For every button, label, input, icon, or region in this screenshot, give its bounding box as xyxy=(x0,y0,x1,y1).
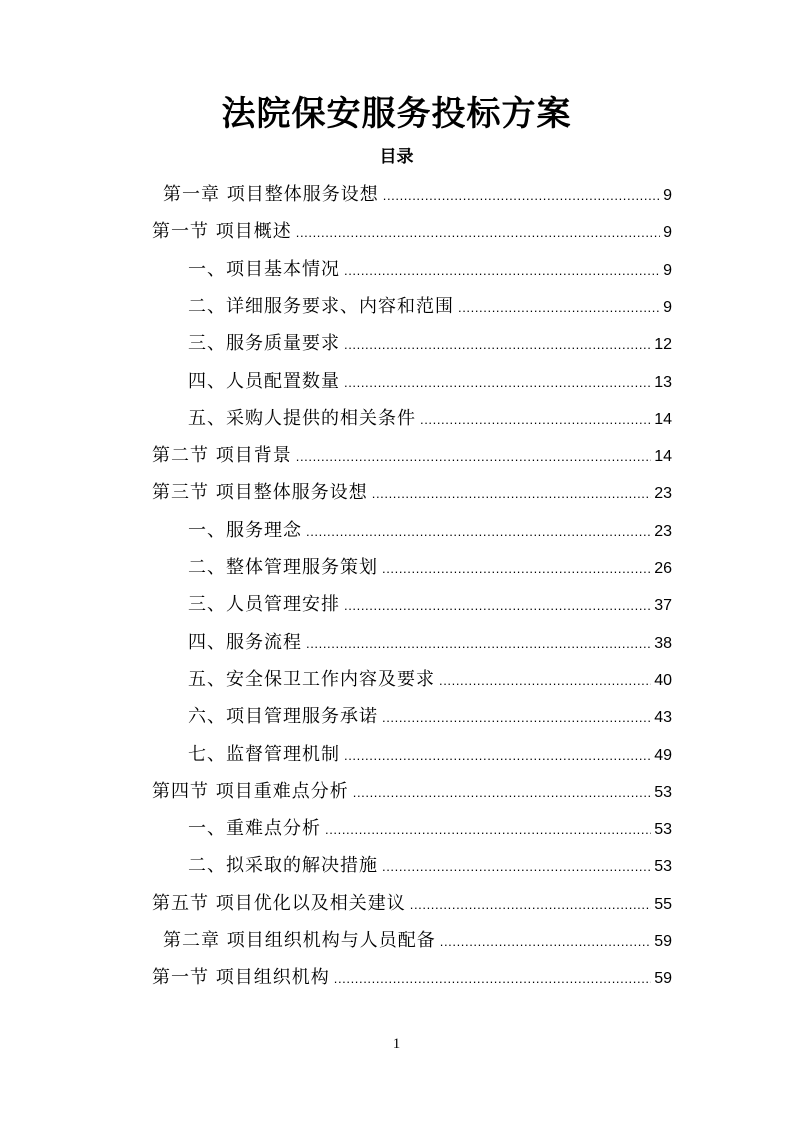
toc-dot-leader xyxy=(420,401,651,438)
toc-entry-page: 53 xyxy=(654,783,672,801)
toc-entry-title: 第一节 项目组织机构 xyxy=(152,967,330,989)
toc-entry-title: 二、详细服务要求、内容和范围 xyxy=(188,295,454,317)
toc-entry[interactable] xyxy=(152,959,672,996)
toc-entry[interactable] xyxy=(152,213,672,250)
toc-entry-title: 五、采购人提供的相关条件 xyxy=(188,407,416,429)
toc-entry-title: 第一章 项目整体服务设想 xyxy=(163,184,379,205)
toc-entry-page: 40 xyxy=(654,671,672,689)
toc-dot-leader xyxy=(410,886,651,923)
toc-dot-leader xyxy=(344,364,651,401)
toc-entry-page: 55 xyxy=(654,895,672,913)
toc-entry-page: 38 xyxy=(654,634,672,652)
toc-entry-title: 一、服务理念 xyxy=(188,519,302,541)
toc-entry[interactable] xyxy=(152,437,672,474)
toc-entry[interactable] xyxy=(188,847,672,884)
toc-entry[interactable] xyxy=(152,773,672,810)
page-number: 1 xyxy=(392,1036,401,1052)
toc-entry-title: 第二节 项目背景 xyxy=(152,445,292,467)
toc-entry-page: 49 xyxy=(654,746,672,764)
toc-entry[interactable] xyxy=(188,363,672,400)
toc-entry[interactable] xyxy=(188,586,672,623)
toc-entry-title: 第一节 项目概述 xyxy=(152,221,292,243)
toc-entry-page: 23 xyxy=(654,485,672,503)
toc-entry[interactable] xyxy=(163,176,672,213)
toc-dot-leader xyxy=(334,960,651,997)
toc-entry-page: 59 xyxy=(654,970,672,988)
toc-entry-page: 37 xyxy=(654,597,672,615)
toc-entry-page: 59 xyxy=(654,933,672,950)
toc-entry[interactable] xyxy=(188,661,672,698)
toc-entry[interactable] xyxy=(188,736,672,773)
toc-entry[interactable] xyxy=(188,400,672,437)
toc-entry-page: 53 xyxy=(654,858,672,876)
toc-entry[interactable] xyxy=(188,325,672,362)
toc-entry-title: 五、安全保卫工作内容及要求 xyxy=(188,668,435,690)
toc-entry-title: 四、服务流程 xyxy=(188,631,302,653)
toc-entry-title: 一、项目基本情况 xyxy=(188,258,340,280)
document-title: 法院保安服务投标方案 xyxy=(221,94,572,134)
toc-entry-page: 53 xyxy=(654,821,672,839)
toc-entry-title: 三、人员管理安排 xyxy=(188,594,340,616)
toc-entry[interactable] xyxy=(188,624,672,661)
toc-dot-leader xyxy=(344,326,651,363)
toc-dot-leader xyxy=(372,475,651,512)
toc-dot-leader xyxy=(353,774,651,811)
toc-dot-leader xyxy=(296,214,660,251)
toc-entry[interactable] xyxy=(152,885,672,922)
toc-heading: 目录 xyxy=(379,147,414,167)
toc-dot-leader xyxy=(325,811,651,848)
toc-entry[interactable] xyxy=(188,810,672,847)
toc-dot-leader xyxy=(382,550,651,587)
toc-entry[interactable] xyxy=(163,922,672,959)
toc-entry-page: 9 xyxy=(663,298,672,316)
toc-dot-leader xyxy=(440,923,651,960)
toc-entry-page: 9 xyxy=(663,261,672,279)
toc-entry[interactable] xyxy=(188,698,672,735)
toc-entry-title: 二、拟采取的解决措施 xyxy=(188,855,378,877)
toc-entry-title: 第三节 项目整体服务设想 xyxy=(152,482,368,504)
toc-dot-leader xyxy=(344,252,660,289)
toc-entry-page: 12 xyxy=(654,336,672,354)
toc-entry-title: 七、监督管理机制 xyxy=(188,743,340,765)
toc-entry-title: 第四节 项目重难点分析 xyxy=(152,780,349,802)
toc-dot-leader xyxy=(344,587,651,624)
toc-entry-title: 二、整体管理服务策划 xyxy=(188,557,378,578)
toc-entry-page: 26 xyxy=(654,560,672,577)
toc-entry[interactable] xyxy=(188,288,672,325)
toc-dot-leader xyxy=(439,662,651,699)
toc-entry-page: 14 xyxy=(654,448,672,466)
toc-entry-page: 23 xyxy=(654,522,672,540)
toc-entry-title: 六、项目管理服务承诺 xyxy=(188,706,378,728)
toc-entry[interactable] xyxy=(188,251,672,288)
toc-dot-leader xyxy=(383,177,660,214)
toc-entry-page: 9 xyxy=(663,224,672,242)
toc-entry[interactable] xyxy=(152,474,672,511)
toc-dot-leader xyxy=(306,513,651,550)
toc-entry[interactable] xyxy=(188,549,672,586)
toc-entry-title: 第五节 项目优化以及相关建议 xyxy=(152,892,406,914)
toc-dot-leader xyxy=(382,848,651,885)
toc-entry-page: 43 xyxy=(654,709,672,727)
toc-dot-leader xyxy=(382,699,651,736)
toc-entry[interactable] xyxy=(188,512,672,549)
toc-entry-title: 四、人员配置数量 xyxy=(188,370,340,392)
toc-dot-leader xyxy=(344,737,651,774)
toc-entry-page: 9 xyxy=(663,187,672,204)
toc-entry-page: 14 xyxy=(654,410,672,428)
toc-dot-leader xyxy=(458,289,660,326)
toc-entry-title: 一、重难点分析 xyxy=(188,818,321,840)
toc-dot-leader xyxy=(306,625,651,662)
toc-entry-page: 13 xyxy=(654,373,672,391)
toc-dot-leader xyxy=(296,438,651,475)
toc-entry-title: 第二章 项目组织机构与人员配备 xyxy=(163,930,436,951)
toc-entry-title: 三、服务质量要求 xyxy=(188,333,340,355)
